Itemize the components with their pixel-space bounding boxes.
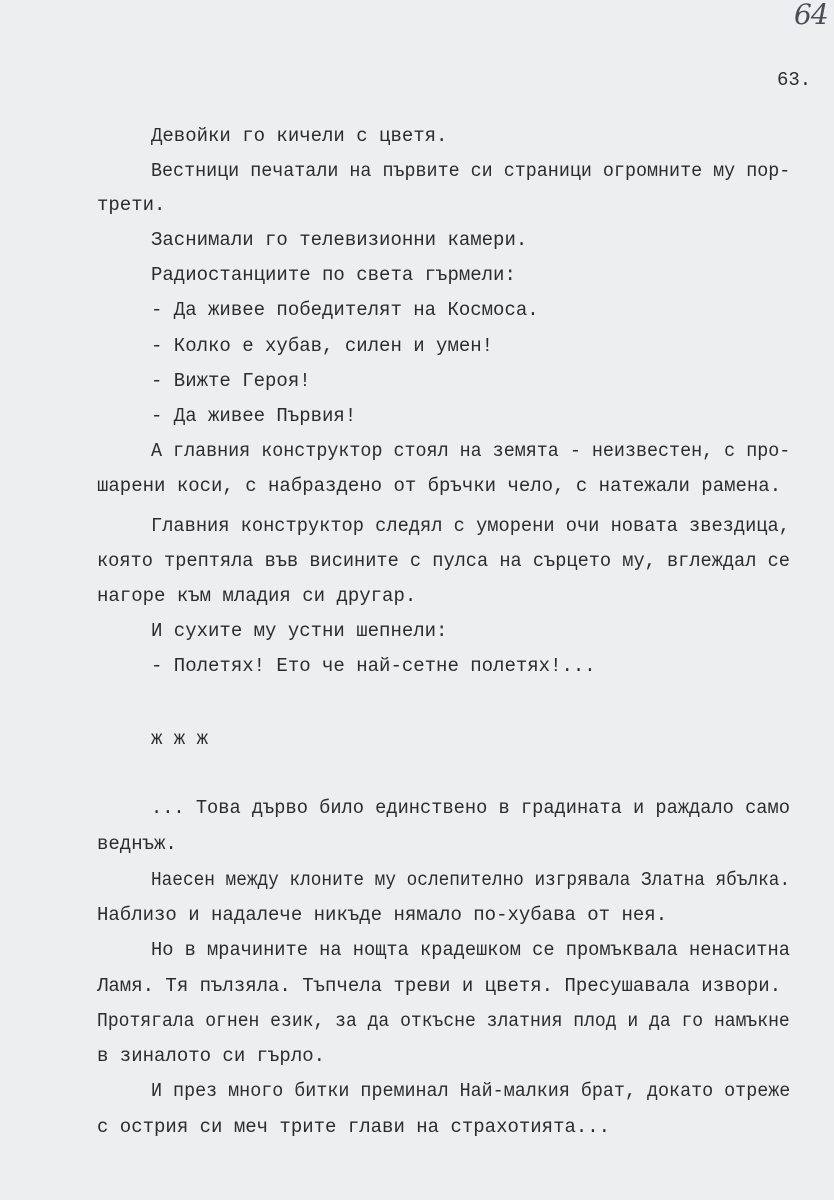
text-line: ... Това дърво било единствено в градината и раждало само <box>151 797 790 819</box>
text-line: в зиналото си гърло. <box>97 1045 326 1067</box>
text-line: И през много битки преминал Най-малкия брат, докато отреже <box>151 1080 791 1102</box>
text-line: - Полетях! Ето че най-сетне полетях!... <box>151 655 596 677</box>
text-line: Протягала огнен език, за да откъсне златния плод и да го намъкне <box>97 1010 790 1032</box>
text-line: Девойки го кичели с цветя. <box>151 125 448 147</box>
text-line: - Вижте Героя! <box>151 370 311 392</box>
text-line: Наблизо и надалече никъде нямало по-хубава от нея. <box>97 904 668 926</box>
text-line: Вестници печатали на първите си страници огромните му пор- <box>151 160 791 182</box>
text-line: Главния конструктор следял с уморени очи новата звездица, <box>151 515 790 537</box>
text-line: нагоре към младия си другар. <box>97 585 417 607</box>
text-line: трети. <box>97 194 166 216</box>
text-line: която трептяла във висините с пулса на сърцето му, вглеждал се <box>97 550 790 572</box>
text-line: Ламя. Тя пълзяла. Тъпчела треви и цветя. Пресушавала извори. <box>97 975 782 997</box>
text-line: шарени коси, с набраздено от бръчки чело, с натежали рамена. <box>97 475 782 497</box>
text-line: Заснимали го телевизионни камери. <box>151 229 528 251</box>
section-separator: ж ж ж <box>151 728 209 750</box>
text-line: И сухите му устни шепнели: <box>151 620 448 642</box>
text-line: - Да живее победителят на Космоса. <box>151 299 539 321</box>
page-number: 63. <box>777 69 812 91</box>
text-line: с острия си меч трите глави на страхотията... <box>97 1116 611 1138</box>
text-line: веднъж. <box>97 833 177 855</box>
text-line: А главния конструктор стоял на земята - неизвестен, с про- <box>151 440 791 462</box>
text-line: Радиостанциите по света гърмели: <box>151 264 516 286</box>
archive-number: 64 <box>794 0 828 31</box>
text-line: Наесен между клоните му ослепително изгрявала Златна ябълка. <box>151 869 791 891</box>
text-line: - Да живее Първия! <box>151 405 357 427</box>
text-line: - Колко е хубав, силен и умен! <box>151 335 494 357</box>
text-line: Но в мрачините на нощта крадешком се промъквала ненаситна <box>151 939 790 961</box>
